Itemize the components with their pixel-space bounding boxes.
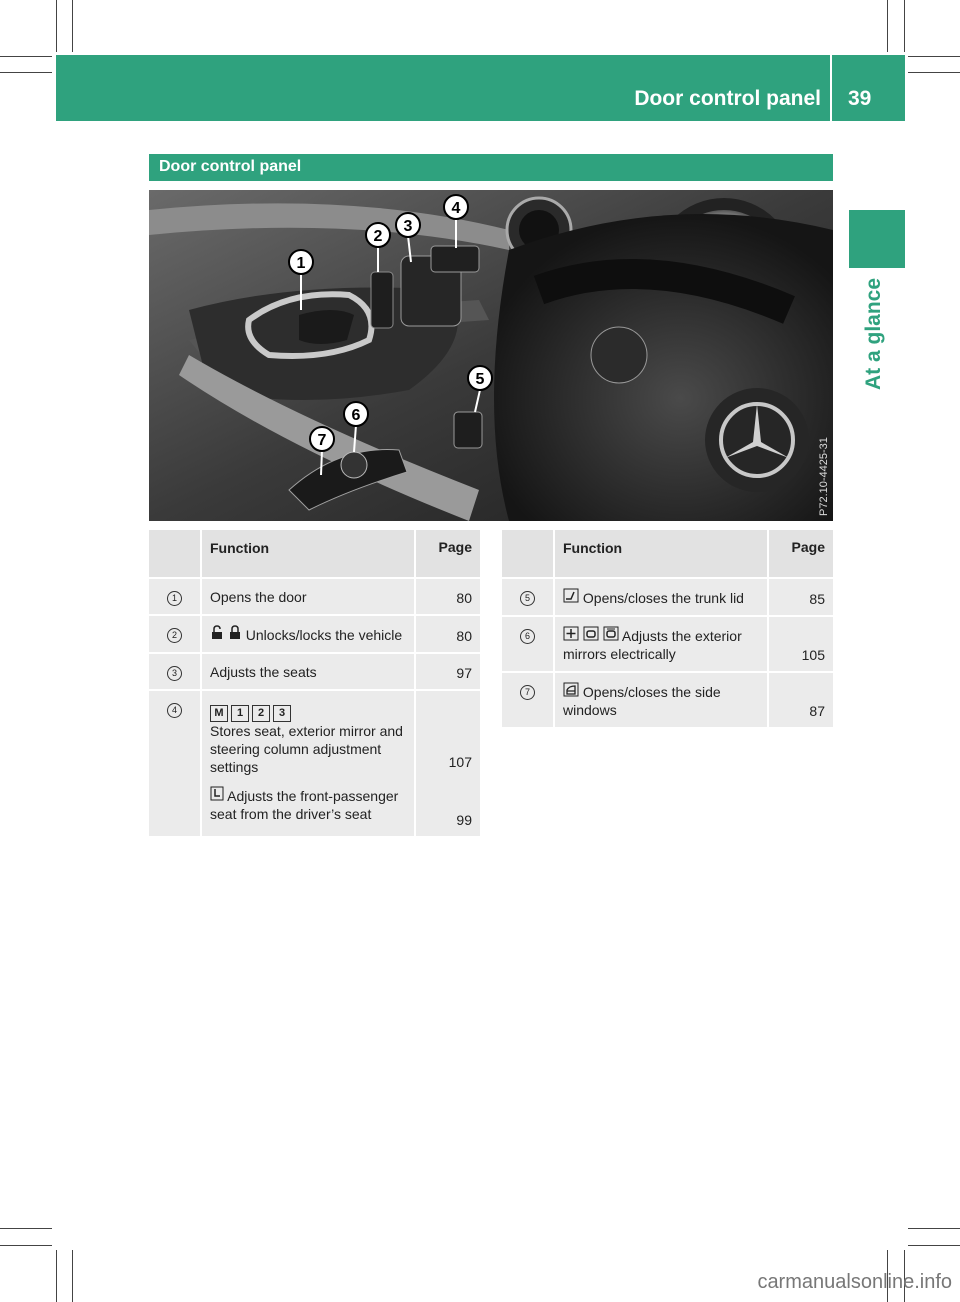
crop-mark: [904, 0, 905, 52]
memory-key-1: 1: [231, 705, 249, 722]
header-page: Page: [767, 530, 833, 579]
header-page: Page: [414, 530, 480, 579]
callout-5: [468, 366, 492, 390]
section-title: Door control panel: [159, 158, 302, 175]
row-number: 3: [167, 666, 182, 681]
header-function: Function: [202, 530, 414, 579]
passenger-seat-icon: [210, 786, 224, 801]
crop-mark: [887, 0, 888, 52]
row-function: Adjusts the exterior mirrors electrically: [563, 628, 742, 662]
row-number: 2: [167, 628, 182, 643]
watermark: carmanualsonline.info: [757, 1271, 952, 1293]
row-sub-page: 99: [456, 812, 472, 828]
row-page: 85: [767, 579, 833, 617]
table-row: [502, 673, 833, 729]
row-function: Unlocks/locks the vehicle: [245, 627, 403, 643]
row-sub-function: Adjusts the front-passenger seat from the driver’s seat: [210, 788, 399, 822]
chapter-label: At a glance: [862, 277, 885, 390]
memory-key-m: M: [210, 705, 228, 722]
unlock-icon: [210, 625, 224, 640]
mirror-left-icon: [583, 626, 599, 641]
table-row: [149, 654, 480, 691]
crop-mark: [0, 72, 52, 73]
lock-icon: [228, 625, 242, 640]
crop-mark: [908, 56, 960, 57]
crop-mark: [72, 0, 73, 52]
row-function: Opens the door: [202, 579, 414, 616]
crop-mark: [56, 1250, 57, 1302]
header-num-cell: [502, 530, 555, 579]
crop-mark: [0, 56, 52, 57]
svg-text:3: 3: [403, 218, 413, 235]
section-title-bar: [149, 154, 833, 181]
door-panel-photo: [149, 190, 833, 521]
row-page: 97: [414, 654, 480, 691]
callout-3: [396, 213, 420, 237]
memory-key-2: 2: [252, 705, 270, 722]
row-number: 5: [520, 591, 535, 606]
row-number: 4: [167, 703, 182, 718]
table-row: [149, 691, 480, 838]
callout-6: [344, 402, 368, 426]
crop-mark: [908, 72, 960, 73]
row-function: Stores seat, exterior mirror and steering column adjustment settings: [210, 723, 403, 775]
header-num-cell: [149, 530, 202, 579]
table-row: [149, 579, 480, 616]
table-row: [149, 616, 480, 654]
svg-text:5: 5: [475, 371, 485, 388]
row-page: 105: [767, 617, 833, 673]
crop-mark: [908, 1245, 960, 1246]
row-number: 6: [520, 629, 535, 644]
function-table-left: [149, 530, 480, 838]
image-code: P72.10-4425-31: [818, 437, 830, 516]
svg-text:2: 2: [373, 228, 383, 245]
crop-mark: [72, 1250, 73, 1302]
side-tab: [849, 210, 905, 268]
page-header: [56, 55, 905, 121]
table-row: [502, 617, 833, 673]
svg-text:1: 1: [296, 255, 306, 272]
callout-2: [366, 223, 390, 247]
memory-keys: [210, 700, 406, 722]
header-title: Door control panel: [634, 87, 821, 110]
memory-key-3: 3: [273, 705, 291, 722]
trunk-icon: [563, 588, 579, 603]
row-page: 80: [414, 616, 480, 654]
crop-mark: [908, 1228, 960, 1229]
function-table-right: [502, 530, 833, 729]
callout-4: [444, 195, 468, 219]
mirror-right-icon: [603, 626, 619, 641]
svg-text:4: 4: [451, 200, 461, 217]
row-page: 80: [414, 579, 480, 616]
header-divider: [830, 55, 832, 121]
svg-text:7: 7: [317, 432, 327, 449]
svg-text:6: 6: [351, 407, 361, 424]
crop-mark: [56, 0, 57, 52]
mirror-adjust-icon: [563, 626, 579, 641]
table-row: [502, 579, 833, 617]
row-number: 1: [167, 591, 182, 606]
window-icon: [563, 682, 579, 697]
row-page: 87: [767, 673, 833, 729]
page-number: 39: [848, 87, 872, 110]
callout-1: [289, 250, 313, 274]
row-function: Opens/closes the trunk lid: [582, 590, 744, 606]
crop-mark: [0, 1228, 52, 1229]
header-function: Function: [555, 530, 767, 579]
crop-mark: [0, 1245, 52, 1246]
row-function: Opens/closes the side windows: [563, 684, 721, 718]
row-page: 107: [448, 754, 472, 770]
row-number: 7: [520, 685, 535, 700]
callout-7: [310, 427, 334, 451]
row-function: Adjusts the seats: [202, 654, 414, 691]
table-header-row: [149, 530, 480, 579]
table-header-row: [502, 530, 833, 579]
